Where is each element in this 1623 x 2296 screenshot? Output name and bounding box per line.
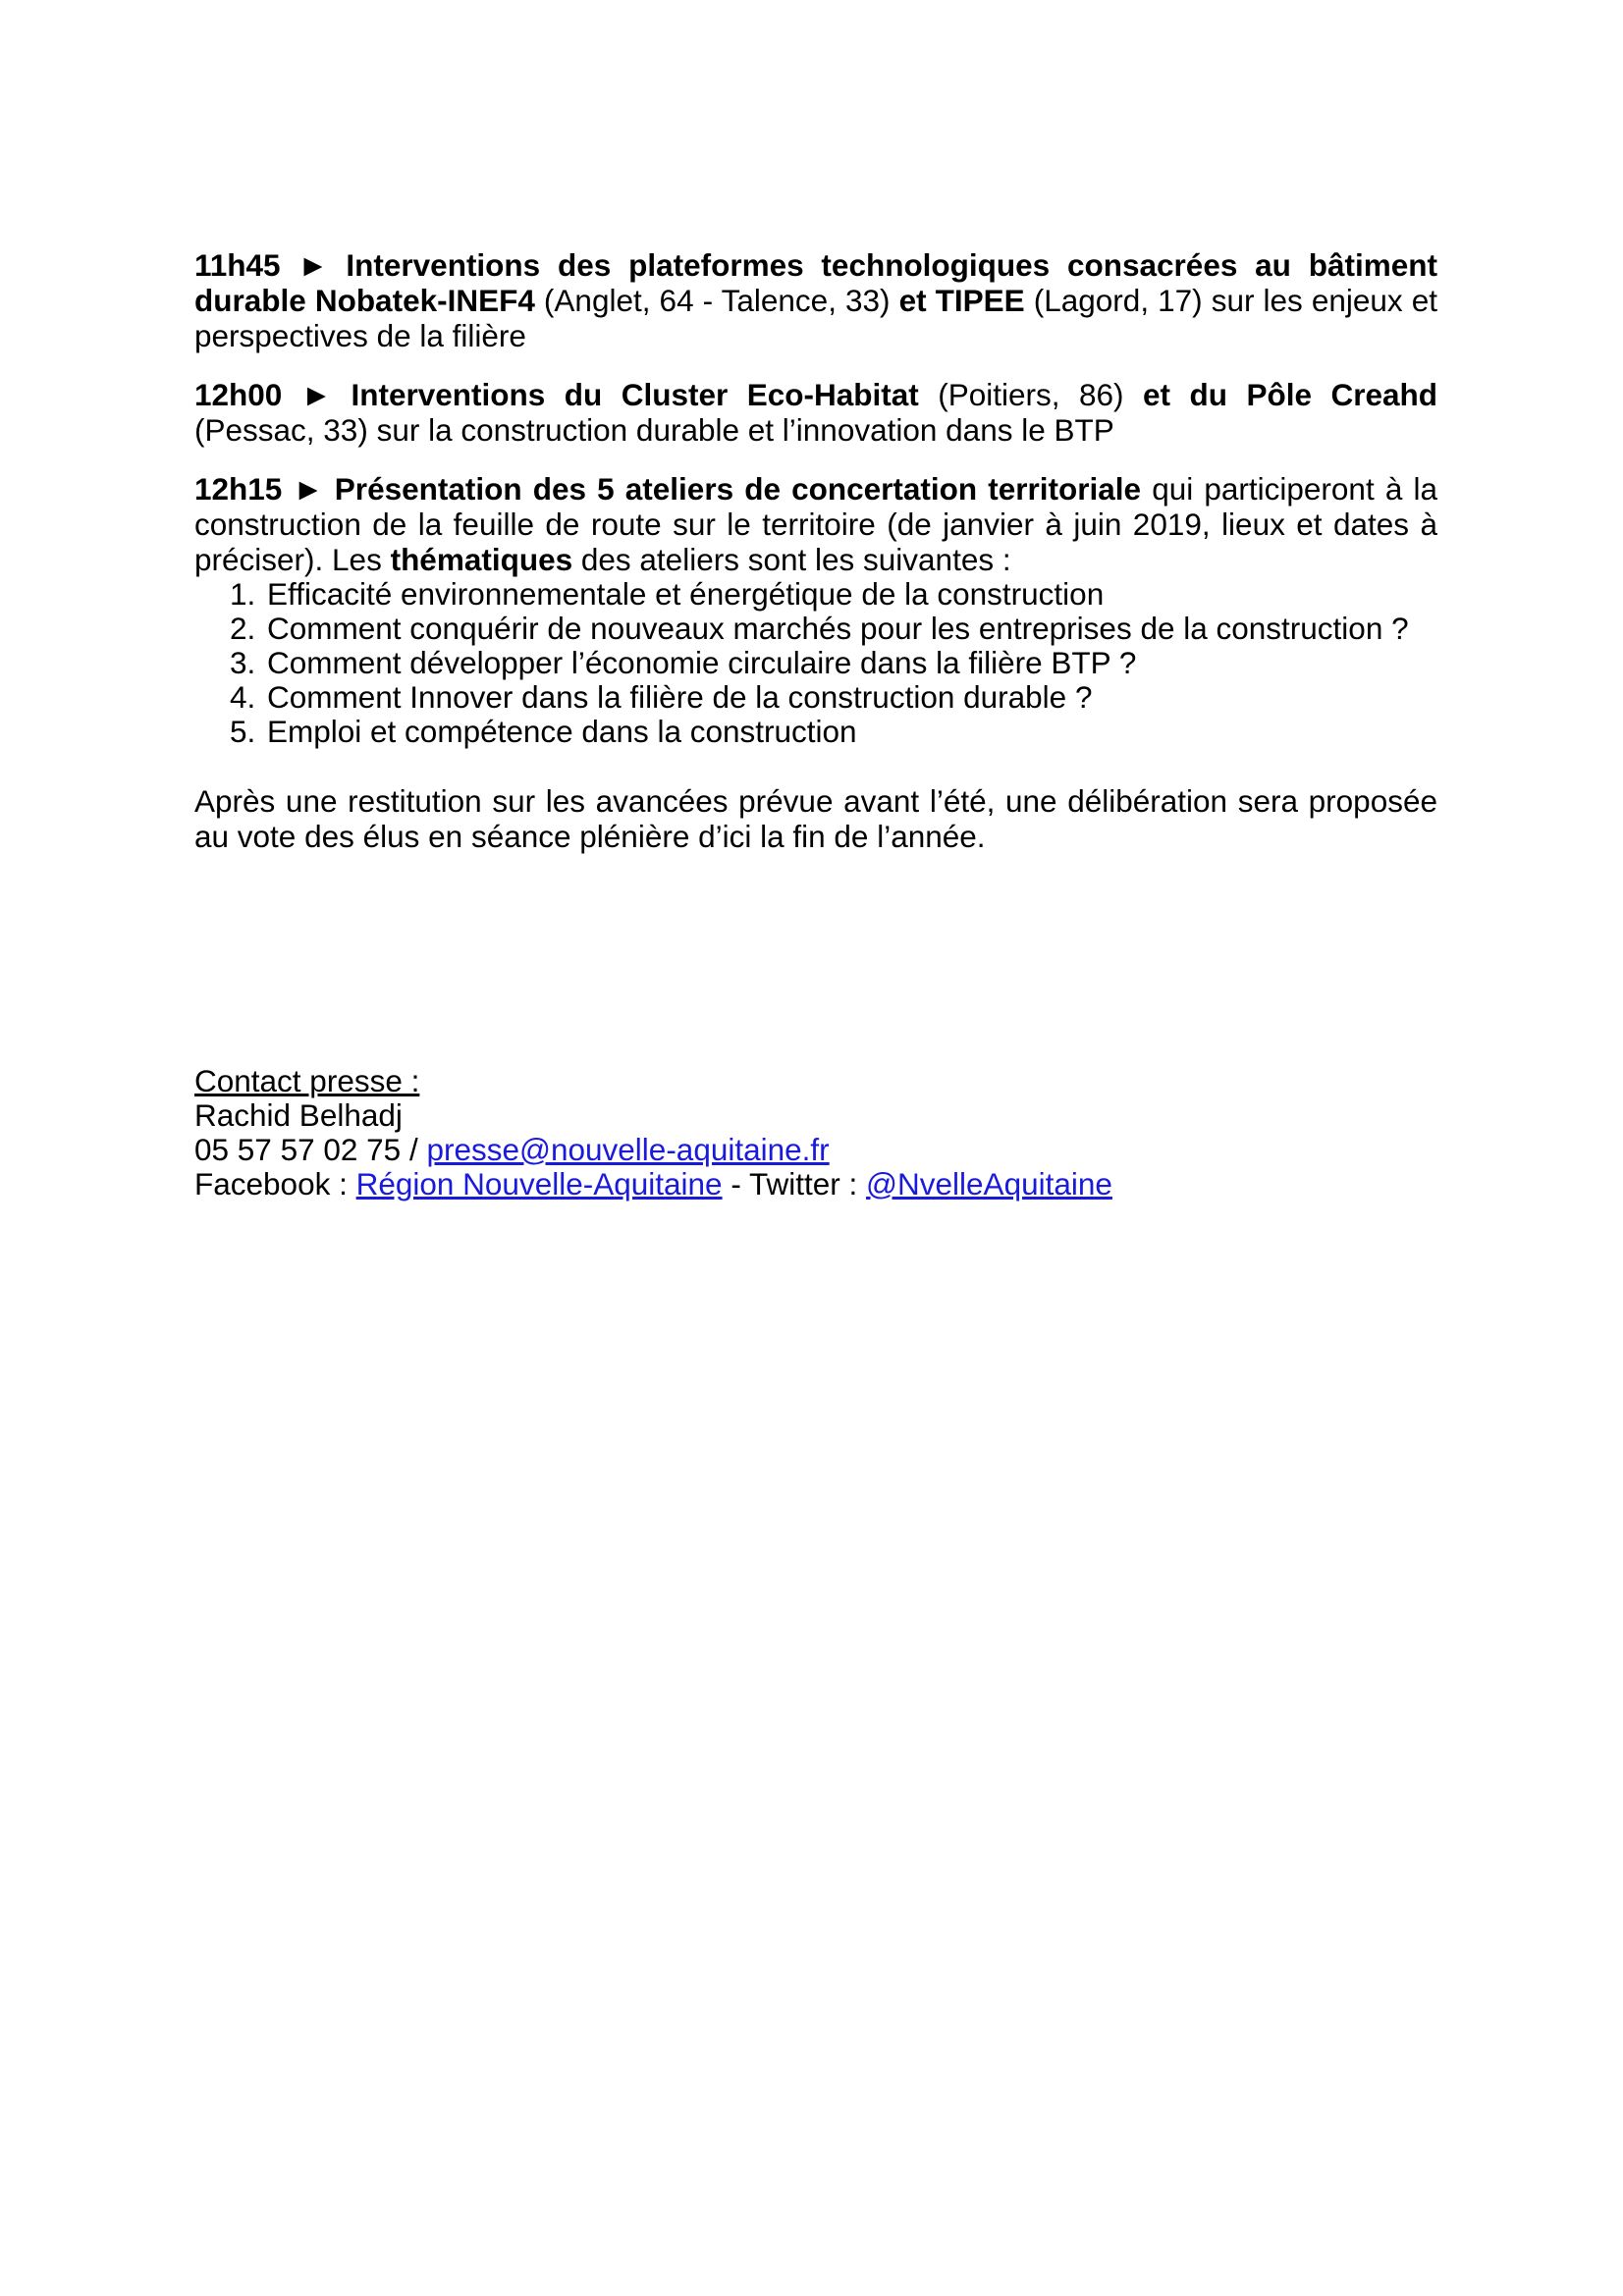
twitter-label: - Twitter : — [722, 1166, 867, 1201]
agenda-title: Interventions du Cluster Eco-Habitat — [351, 377, 919, 412]
social-line — [194, 1167, 1437, 1201]
themes-list — [194, 577, 1437, 749]
agenda-detail-end: des ateliers sont les suivantes : — [572, 542, 1011, 577]
list-item: 2. Comment conquérir de nouveaux marchés pour les entreprises de la construction ? — [230, 611, 1409, 646]
arrow-icon: ► — [293, 471, 324, 507]
facebook-link[interactable]: Région Nouvelle-Aquitaine — [355, 1166, 723, 1201]
agenda-item-1200 — [194, 377, 1437, 448]
arrow-icon: ► — [298, 247, 329, 283]
agenda-title: Présentation des 5 ateliers de concertation territoriale — [334, 471, 1142, 507]
agenda-title: Interventions des plateformes technologiques consacrées au bâtiment durable Nobatek-INEF4 — [194, 247, 1437, 318]
document-page — [194, 247, 1437, 1201]
agenda-time: 12h00 — [194, 377, 283, 412]
themes-keyword: thématiques — [390, 542, 573, 577]
list-item: 1. Efficacité environnementale et énergétique de la construction — [230, 576, 1105, 612]
agenda-time: 12h15 — [194, 471, 283, 507]
agenda-detail: (Lagord, 17) sur les enjeux et perspectives de la filière — [194, 283, 1437, 353]
agenda-detail: (Pessac, 33) sur la construction durable et l’innovation dans le BTP — [194, 412, 1114, 448]
list-item: 5. Emploi et compétence dans la construction — [230, 714, 857, 749]
contact-phone-line — [194, 1133, 1437, 1167]
agenda-location: (Anglet, 64 - Talence, 33) — [534, 283, 899, 318]
contact-heading: Contact presse : — [194, 1063, 420, 1098]
list-item: 3. Comment développer l’économie circulaire dans la filière BTP ? — [230, 645, 1137, 680]
agenda-item-1145 — [194, 247, 1437, 353]
agenda-detail: qui participeront à la construction de la feuille de route sur le territoire (de janvier à juin 2019, lieux et dates à préciser). Les — [194, 471, 1437, 577]
conclusion-paragraph: Après une restitution sur les avancées prévue avant l’été, une délibération sera proposée au vote des élus en séance plénière d’ici la fin de l’année. — [194, 783, 1437, 854]
email-link[interactable]: presse@nouvelle-aquitaine.fr — [426, 1132, 830, 1167]
list-item: 4. Comment Innover dans la filière de la construction durable ? — [230, 679, 1093, 715]
arrow-icon: ► — [300, 377, 332, 412]
agenda-item-1215 — [194, 471, 1437, 577]
agenda-partner: et du Pôle Creahd — [1143, 377, 1437, 412]
press-contact — [194, 1064, 1437, 1201]
facebook-label: Facebook : — [194, 1166, 356, 1201]
agenda-partner: et TIPEE — [898, 283, 1025, 318]
agenda-time: 11h45 — [194, 247, 281, 283]
contact-name: Rachid Belhadj — [194, 1097, 403, 1133]
contact-phone: 05 57 57 02 75 / — [194, 1132, 427, 1167]
agenda-location: (Poitiers, 86) — [918, 377, 1143, 412]
twitter-link[interactable]: @NvelleAquitaine — [866, 1166, 1112, 1201]
